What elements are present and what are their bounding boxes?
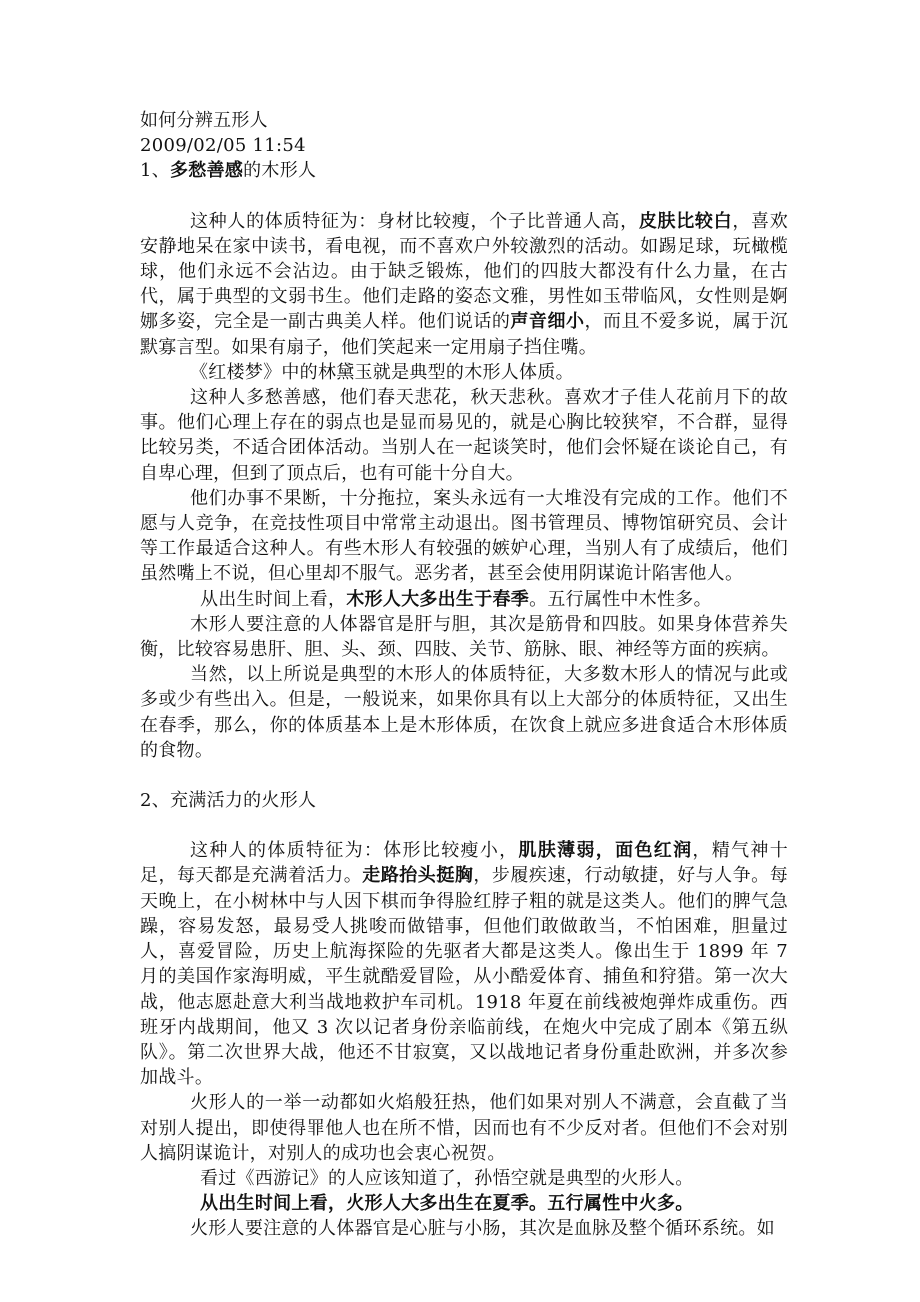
section2-paragraph-5: 火形人要注意的人体器官是心脏与小肠，其次是血脉及整个循环系统。如	[190, 1218, 775, 1240]
text-run: ，精气神十足，每天都是充满着活力。	[140, 840, 788, 887]
text-run: 这种人的体质特征为：体形比较瘦小，	[190, 840, 519, 862]
document-datetime: 2009/02/05 11:54	[140, 135, 306, 157]
bold-run: 皮肤比较白	[638, 210, 733, 232]
text-run: ，喜欢安静地呆在家中读书，看电视，而不喜欢户外较激烈的活动。如踢足球，玩橄榄球，他们永远不会沾边。由于缺乏锻炼，他们的四肢大都没有什么力量，在古代，属于典型的文弱书生。他们走路的姿态文雅，男性如玉带临风，女性则是婀娜多姿，完全是一副古典美人样。他们说话的	[140, 210, 789, 333]
section1-heading	[140, 158, 788, 183]
document-body	[140, 108, 788, 1242]
section1-paragraph-4: 他们办事不果断，十分拖拉，案头永远有一大堆没有完成的工作。他们不愿与人竞争，在竞技性项目中常常主动退出。图书管理员、博物馆研究员、会计等工作最适合这种人。有些木形人有较强的嫉妒心理，当别人有了成绩后，他们虽然嘴上不说，但心里却不服气。恶劣者，甚至会使用阴谋诡计陷害他人。	[140, 487, 788, 585]
section2-paragraph-3: 看过《西游记》的人应该知道了，孙悟空就是典型的火形人。	[200, 1167, 694, 1189]
section1-paragraph-6: 木形人要注意的人体器官是肝与胆，其次是筋骨和四肢。如果身体营养失衡，比较容易患肝、胆、头、颈、四肢、关节、筋脉、眼、神经等方面的疾病。	[140, 613, 788, 661]
bold-run: 木形人大多出生于春季	[346, 588, 530, 610]
section1-paragraph-7: 当然，以上所说是典型的木形人的体质特征，大多数木形人的情况与此或多或少有些出入。但是，一般说来，如果你具有以上大部分的体质特征，又出生在春季，那么，你的体质基本上是木形体质，在饮食上就应多进食适合木形体质的食物。	[140, 664, 788, 761]
bold-run: 从出生时间上看，火形人大多出生在夏季。五行属性中火多。	[200, 1193, 694, 1215]
section1-paragraph-2: 《红楼梦》中的林黛玉就是典型的木形人体质。	[190, 361, 574, 383]
spacer	[140, 763, 788, 788]
document-title: 如何分辨五形人	[140, 110, 268, 131]
text-run: ，而且不爱多说，属于沉默寡言型。如果有扇子，他们笑起来一定用扇子挡住嘴。	[140, 311, 788, 358]
text-run: 。五行属性中木性多。	[529, 588, 712, 610]
section1-heading-prefix: 1、	[140, 160, 171, 182]
bold-run: 走路抬头挺胸	[362, 865, 474, 887]
bold-run: 肌肤薄弱，面色红润	[518, 840, 693, 862]
section1-paragraph-5	[140, 587, 788, 612]
section1-paragraph-1	[140, 209, 788, 360]
text-run: ，步履疾速，行动敏捷，好与人争。每天晚上，在小树林中与人因下棋而争得脸红脖子粗的就是这类人。他们的脾气急躁，容易发怒，最易受人挑唆而做错事，但他们敢做敢当，不怕困难，胆量过人，喜爱冒险，历史上航海探险的先驱者大都是这类人。像出生于 1899 年 7 月的美国作家海明威，平生就酷爱冒险，从小酷爱体育、捕鱼和狩猎。第一次大战，他志愿赴意大利当战地救护车司机。1918 年夏在前线被炮弹炸成重伤。西班牙内战期间，他又 3 次以记者身份亲临前线，在炮火中完成了剧本《第五纵队》。第二次世界大战，他还不甘寂寞，又以战地记者身份重赴欧洲，并多次参加战斗。	[140, 865, 788, 1089]
section2-paragraph-1	[140, 838, 788, 1090]
section2-heading: 2、充满活力的火形人	[140, 790, 317, 812]
bold-run: 声音细小	[510, 311, 585, 333]
section1-paragraph-3: 这种人多愁善感，他们春天悲花，秋天悲秋。喜欢才子佳人花前月下的故事。他们心理上存在的弱点也是显而易见的，就是心胸比较狭窄，不合群，显得比较另类，不适合团体活动。当别人在一起谈笑时，他们会怀疑在谈论自己，有自卑心理，但到了顶点后，也有可能十分自大。	[140, 387, 788, 484]
section1-heading-bold: 多愁善感	[170, 160, 244, 182]
section2-paragraph-4	[140, 1191, 788, 1216]
text-run: 这种人的体质特征为：身材比较瘦，个子比普通人高，	[190, 210, 639, 232]
spacer	[140, 184, 788, 209]
spacer	[140, 813, 788, 838]
section1-heading-suffix: 的木形人	[243, 160, 317, 182]
text-run: 从出生时间上看，	[200, 588, 347, 610]
section2-paragraph-2: 火形人的一举一动都如火焰般狂热，他们如果对别人不满意，会直截了当对别人提出，即使得罪他人也在所不惜，因而也有不少反对者。但他们不会对别人搞阴谋诡计，对别人的成功也会衷心祝贺。	[140, 1092, 788, 1164]
